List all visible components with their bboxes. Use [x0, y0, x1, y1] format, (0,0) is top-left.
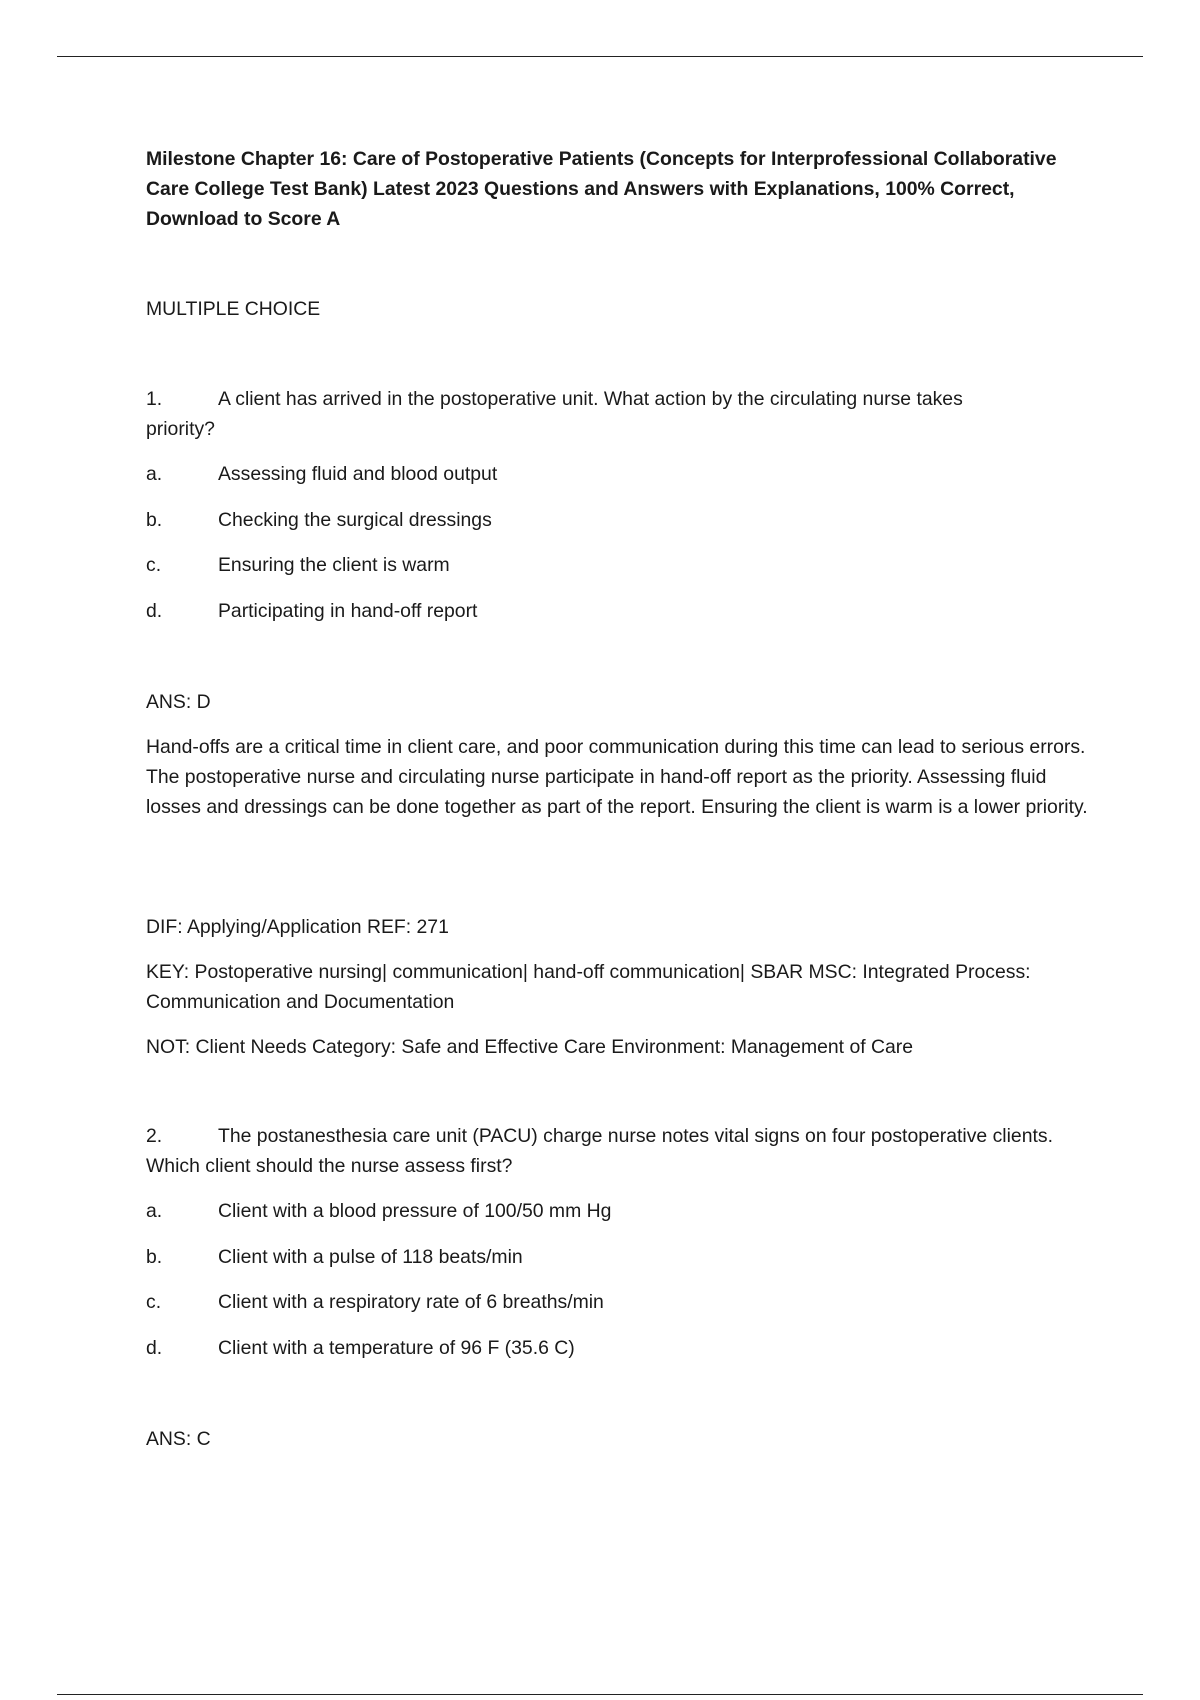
option-letter: c. [146, 554, 162, 576]
option-text: Client with a pulse of 118 beats/min [218, 1246, 523, 1268]
option-text: Client with a respiratory rate of 6 breaths/min [218, 1291, 604, 1313]
question-1-key: KEY: Postoperative nursing| communication| hand-off communication| SBAR MSC: Integrated Process: Communication and Documentation [146, 961, 1031, 1013]
header-rule [57, 56, 1143, 57]
question-1-stem: A client has arrived in the postoperative unit. What action by the circulating nurse takes [218, 388, 963, 410]
option-letter: a. [146, 1200, 163, 1222]
option-text: Client with a blood pressure of 100/50 mm Hg [218, 1200, 612, 1222]
question-2-option-c [146, 1287, 946, 1317]
option-text: Assessing fluid and blood output [218, 463, 498, 485]
option-letter: c. [146, 1291, 162, 1313]
section-heading: MULTIPLE CHOICE [146, 298, 321, 320]
option-text: Ensuring the client is warm [218, 554, 450, 576]
option-letter: b. [146, 509, 163, 531]
question-2-stem-line2: Which client should the nurse assess first? [146, 1155, 513, 1177]
option-letter: d. [146, 600, 163, 622]
option-text: Checking the surgical dressings [218, 509, 492, 531]
question-1-option-b [146, 505, 946, 535]
option-text: Participating in hand-off report [218, 600, 478, 622]
question-1-option-a [146, 459, 946, 489]
option-text: Client with a temperature of 96 F (35.6 C) [218, 1337, 575, 1359]
question-2-answer: ANS: C [146, 1428, 211, 1450]
question-1-not: NOT: Client Needs Category: Safe and Effective Care Environment: Management of Care [146, 1036, 914, 1058]
question-1-stem-line2: priority? [146, 418, 215, 440]
question-2-number: 2. [146, 1125, 163, 1147]
question-1-option-c [146, 550, 946, 580]
question-1-answer: ANS: D [146, 691, 211, 713]
footer-rule [57, 1694, 1143, 1695]
question-2-stem: The postanesthesia care unit (PACU) charge nurse notes vital signs on four postoperative clients. [218, 1125, 1053, 1147]
question-1-rationale: Hand-offs are a critical time in client care, and poor communication during this time can lead to serious errors. The postoperative nurse and circulating nurse participate in hand-off report as the priority. Assessing fluid losses and dressings can be done together as part of the report. Ensuring the client is warm is a lower priority. [146, 736, 1088, 818]
question-1-option-d [146, 596, 946, 626]
question-1-dif-ref: DIF: Applying/Application REF: 271 [146, 916, 449, 938]
question-1-number: 1. [146, 388, 163, 410]
question-1-stem-line1 [146, 384, 963, 414]
option-letter: d. [146, 1337, 163, 1359]
question-2-option-a [146, 1196, 946, 1226]
option-letter: b. [146, 1246, 163, 1268]
question-2-stem-line1 [146, 1121, 1053, 1151]
document-title: Milestone Chapter 16: Care of Postoperative Patients (Concepts for Interprofessional Collaborative Care College Test Bank) Latest 2023 Questions and Answers with Explanations, 100% Correct, Download to Score A [146, 148, 1057, 230]
question-2-option-d [146, 1333, 946, 1363]
question-2-option-b [146, 1242, 946, 1272]
option-letter: a. [146, 463, 163, 485]
